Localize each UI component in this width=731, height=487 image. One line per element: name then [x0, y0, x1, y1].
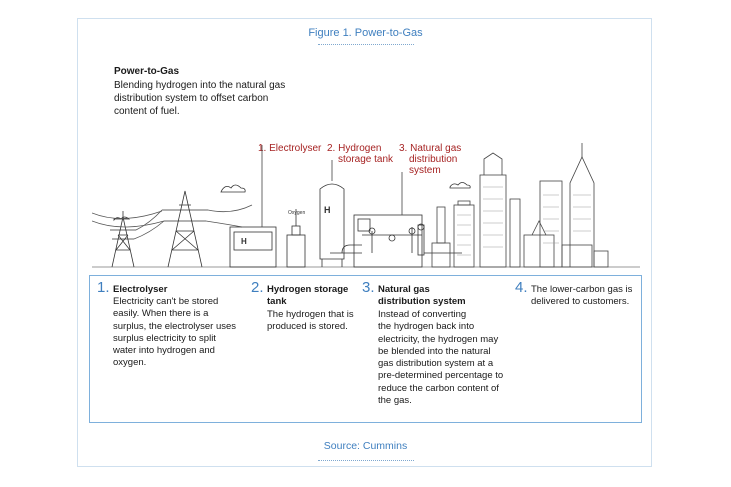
label-natural-gas: 3. Natural gas distribution system [399, 143, 462, 176]
city-skyline [432, 143, 608, 267]
step-number: 4. [515, 279, 528, 296]
source-credit: Source: Cummins [323, 440, 408, 452]
oxygen-label: Oxygen [288, 210, 306, 216]
label-electrolyser: 1. Electrolyser [258, 143, 322, 154]
step-body: Instead of converting the hydrogen back into electricity, the hydrogen may be blended into the natural gas distribution system at a pre-determined percentage to reduce the carbon content of the gas. [378, 309, 504, 407]
step-heading: Hydrogen storage tank [267, 284, 349, 308]
tank-h2-mark: H [324, 205, 331, 215]
power-to-gas-illustration [92, 135, 652, 270]
electrolyser-h2-mark: H [241, 237, 247, 246]
step-body: The hydrogen that is produced is stored. [267, 309, 354, 333]
distribution-station [330, 172, 462, 267]
step-heading: Electrolyser [113, 284, 168, 295]
step-heading: Natural gas distribution system [378, 284, 466, 308]
step-number: 3. [362, 279, 375, 296]
intro-title: Power-to-Gas [114, 66, 180, 77]
pylon-large [162, 191, 208, 267]
step-body: Electricity can't be stored easily. When there is a surplus, the electrolyser uses surplus electricity to split water into hydrogen and oxygen. [113, 296, 237, 369]
figure-title: Figure 1. Power-to-Gas [308, 27, 423, 39]
label-hydrogen-storage: 2. Hydrogen storage tank [327, 143, 394, 165]
title-underline [318, 44, 414, 45]
electrolyser-unit [230, 145, 305, 267]
source-underline [318, 460, 414, 461]
step-body: The lower-carbon gas is delivered to customers. [531, 284, 633, 308]
intro-text: Blending hydrogen into the natural gas distribution system to offset carbon content of fuel. [114, 80, 286, 117]
step-number: 2. [251, 279, 264, 296]
hydrogen-tank [320, 160, 344, 267]
step-number: 1. [97, 279, 110, 296]
